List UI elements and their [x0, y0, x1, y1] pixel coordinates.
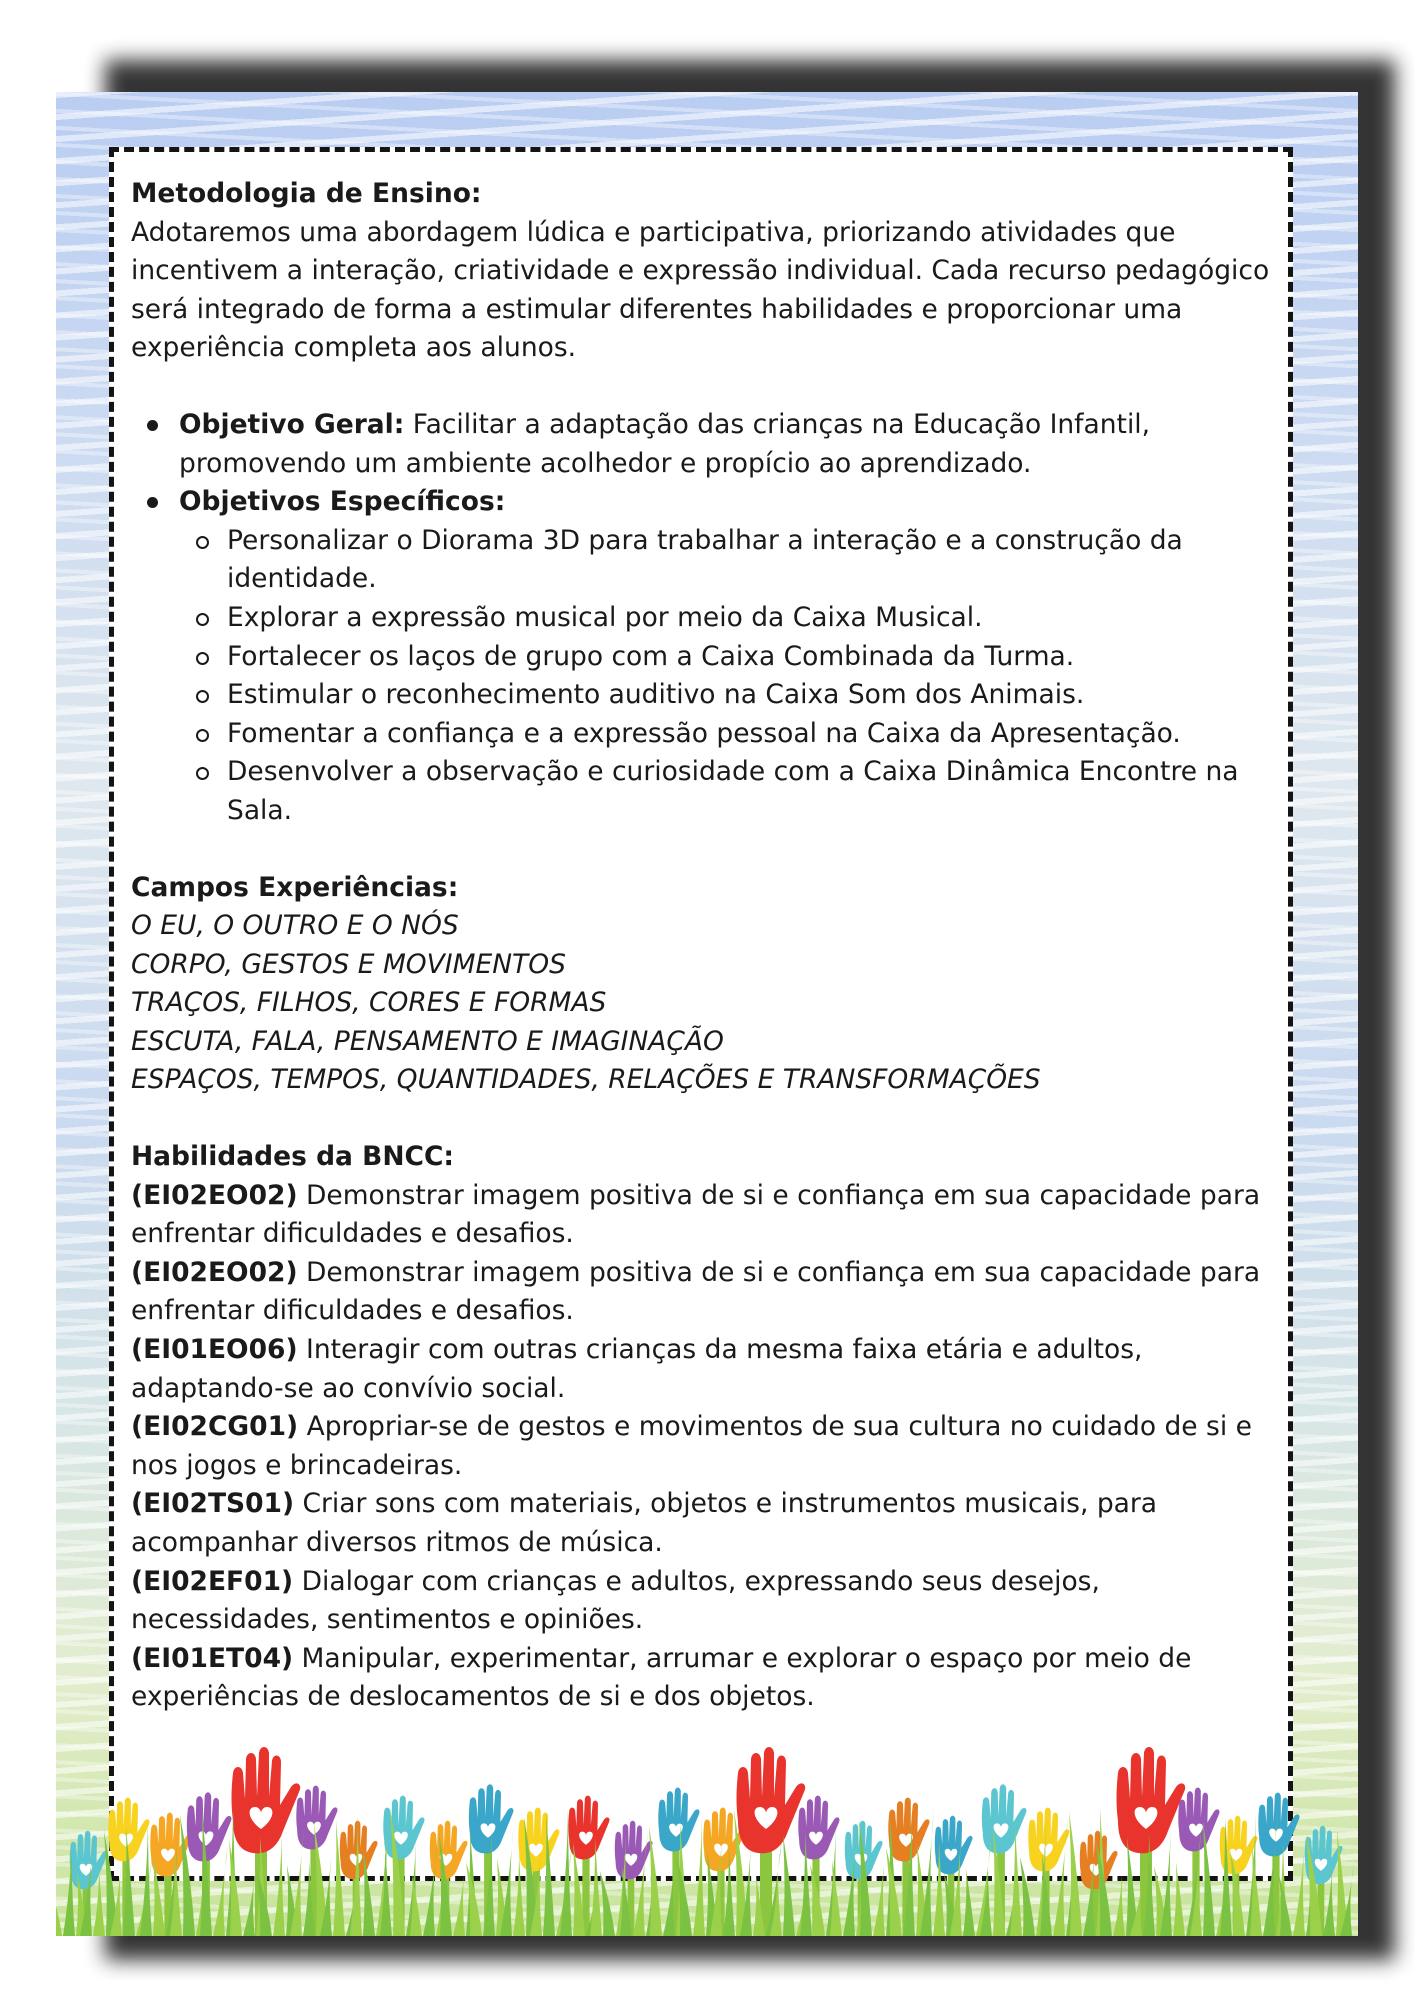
- habilidade-text: Manipular, experimentar, arrumar e explorar o espaço por meio de experiências de deslocamentos de si e dos objetos.: [131, 1642, 1192, 1713]
- campo-item: O EU, O OUTRO E O NÓS: [131, 910, 459, 942]
- document-page: [56, 92, 1358, 1936]
- objetivo-geral-label: Objetivo Geral:: [179, 408, 405, 440]
- grass-blade: [243, 1873, 255, 1936]
- grass-blade: [873, 1852, 885, 1936]
- grass-blade: [783, 1835, 795, 1936]
- objetivos-list: [131, 406, 1291, 831]
- habilidade-code: (EI02TS01): [131, 1488, 295, 1520]
- objetivo-geral-text: Facilitar a adaptação das crianças na Educação Infantil, promovendo um ambiente acolhedor e propício ao aprendizado.: [179, 408, 1151, 479]
- list-item: Explorar a expressão musical por meio da Caixa Musical.: [227, 599, 1291, 638]
- list-item: Personalizar o Diorama 3D para trabalhar a interação e a construção da identidade.: [227, 522, 1291, 599]
- content-area: [131, 175, 1291, 1717]
- grass-blade: [56, 1876, 62, 1936]
- grass-blade: [453, 1866, 465, 1936]
- grass-blade: [1020, 1857, 1035, 1936]
- campos-title: Campos Experiências:: [131, 871, 459, 903]
- habilidade-item: [131, 1408, 1291, 1485]
- list-item: Fortalecer os laços de grupo com a Caixa Combinada da Turma.: [227, 638, 1291, 677]
- metodologia-text: Adotaremos uma abordagem lúdica e participativa, priorizando atividades que incentivem a interação, criatividade e expressão individual. Cada recurso pedagógico será integrado de forma a estimular diferentes habilidades e proporcionar uma experiência completa aos alunos.: [131, 216, 1270, 364]
- campo-item: ESPAÇOS, TEMPOS, QUANTIDADES, RELAÇÕES E TRANSFORMAÇÕES: [131, 1064, 1041, 1096]
- habilidade-text: Demonstrar imagem positiva de si e confiança em sua capacidade para enfrentar dificuldades e desafios.: [131, 1256, 1261, 1327]
- metodologia-title: Metodologia de Ensino:: [131, 178, 482, 209]
- habilidade-item: [131, 1254, 1291, 1331]
- grass-blade: [1173, 1862, 1185, 1936]
- list-item: Fomentar a confiança e a expressão pessoal na Caixa da Apresentação.: [227, 715, 1291, 754]
- list-item: Estimular o reconhecimento auditivo na Caixa Som dos Animais.: [227, 676, 1291, 715]
- habilidade-item: [131, 1563, 1291, 1640]
- habilidade-code: (EI01EO06): [131, 1334, 298, 1366]
- habilidade-item: [131, 1640, 1291, 1717]
- objetivos-especificos-list: [179, 522, 1291, 831]
- habilidade-item: [131, 1177, 1291, 1254]
- objetivo-geral: [179, 406, 1291, 483]
- habilidade-text: Dialogar com crianças e adultos, expressando seus desejos, necessidades, sentimentos e opiniões.: [131, 1565, 1100, 1636]
- grass-blade: [600, 1871, 615, 1936]
- grass-blade: [649, 1826, 662, 1936]
- habilidade-code: (EI02EF01): [131, 1565, 294, 1597]
- list-item: Desenvolver a observação e curiosidade com a Caixa Dinâmica Encontre na Sala.: [227, 753, 1291, 830]
- habilidade-code: (EI02CG01): [131, 1411, 299, 1443]
- grass-blade: [963, 1869, 975, 1936]
- campo-item: ESCUTA, FALA, PENSAMENTO E IMAGINAÇÃO: [131, 1025, 724, 1057]
- habilidade-item: [131, 1331, 1291, 1408]
- grass-blade: [213, 1844, 228, 1936]
- habilidade-text: Apropriar-se de gestos e movimentos de sua cultura no cuidado de si e nos jogos e brincadeiras.: [131, 1411, 1252, 1481]
- campo-item: CORPO, GESTOS E MOVIMENTOS: [131, 948, 566, 980]
- campo-item: TRAÇOS, FILHOS, CORES E FORMAS: [131, 987, 607, 1019]
- grass-blade: [273, 1832, 285, 1936]
- grass-blade: [1113, 1874, 1125, 1936]
- habilidade-code: (EI02EO02): [131, 1179, 298, 1211]
- objetivos-especificos: [179, 483, 1291, 830]
- habilidade-item: [131, 1485, 1291, 1562]
- habilidade-text: Interagir com outras crianças da mesma faixa etária e adultos, adaptando-se ao convívio social.: [131, 1334, 1143, 1404]
- grass-blade: [693, 1818, 705, 1936]
- habilidade-text: Criar sons com materiais, objetos e instrumentos musicais, para acompanhar diversos ritmos de música.: [131, 1488, 1158, 1558]
- grass-blade: [1293, 1838, 1305, 1936]
- objetivos-especificos-label: Objetivos Específicos:: [179, 486, 506, 518]
- habilidade-code: (EI01ET04): [131, 1642, 294, 1674]
- habilidades-title: Habilidades da BNCC:: [131, 1141, 455, 1173]
- grass-blade: [1069, 1812, 1082, 1936]
- habilidade-code: (EI02EO02): [131, 1256, 298, 1288]
- hands-grass-decoration: [56, 1716, 1358, 1936]
- habilidade-text: Demonstrar imagem positiva de si e confiança em sua capacidade para enfrentar dificuldades e desafios.: [131, 1179, 1261, 1250]
